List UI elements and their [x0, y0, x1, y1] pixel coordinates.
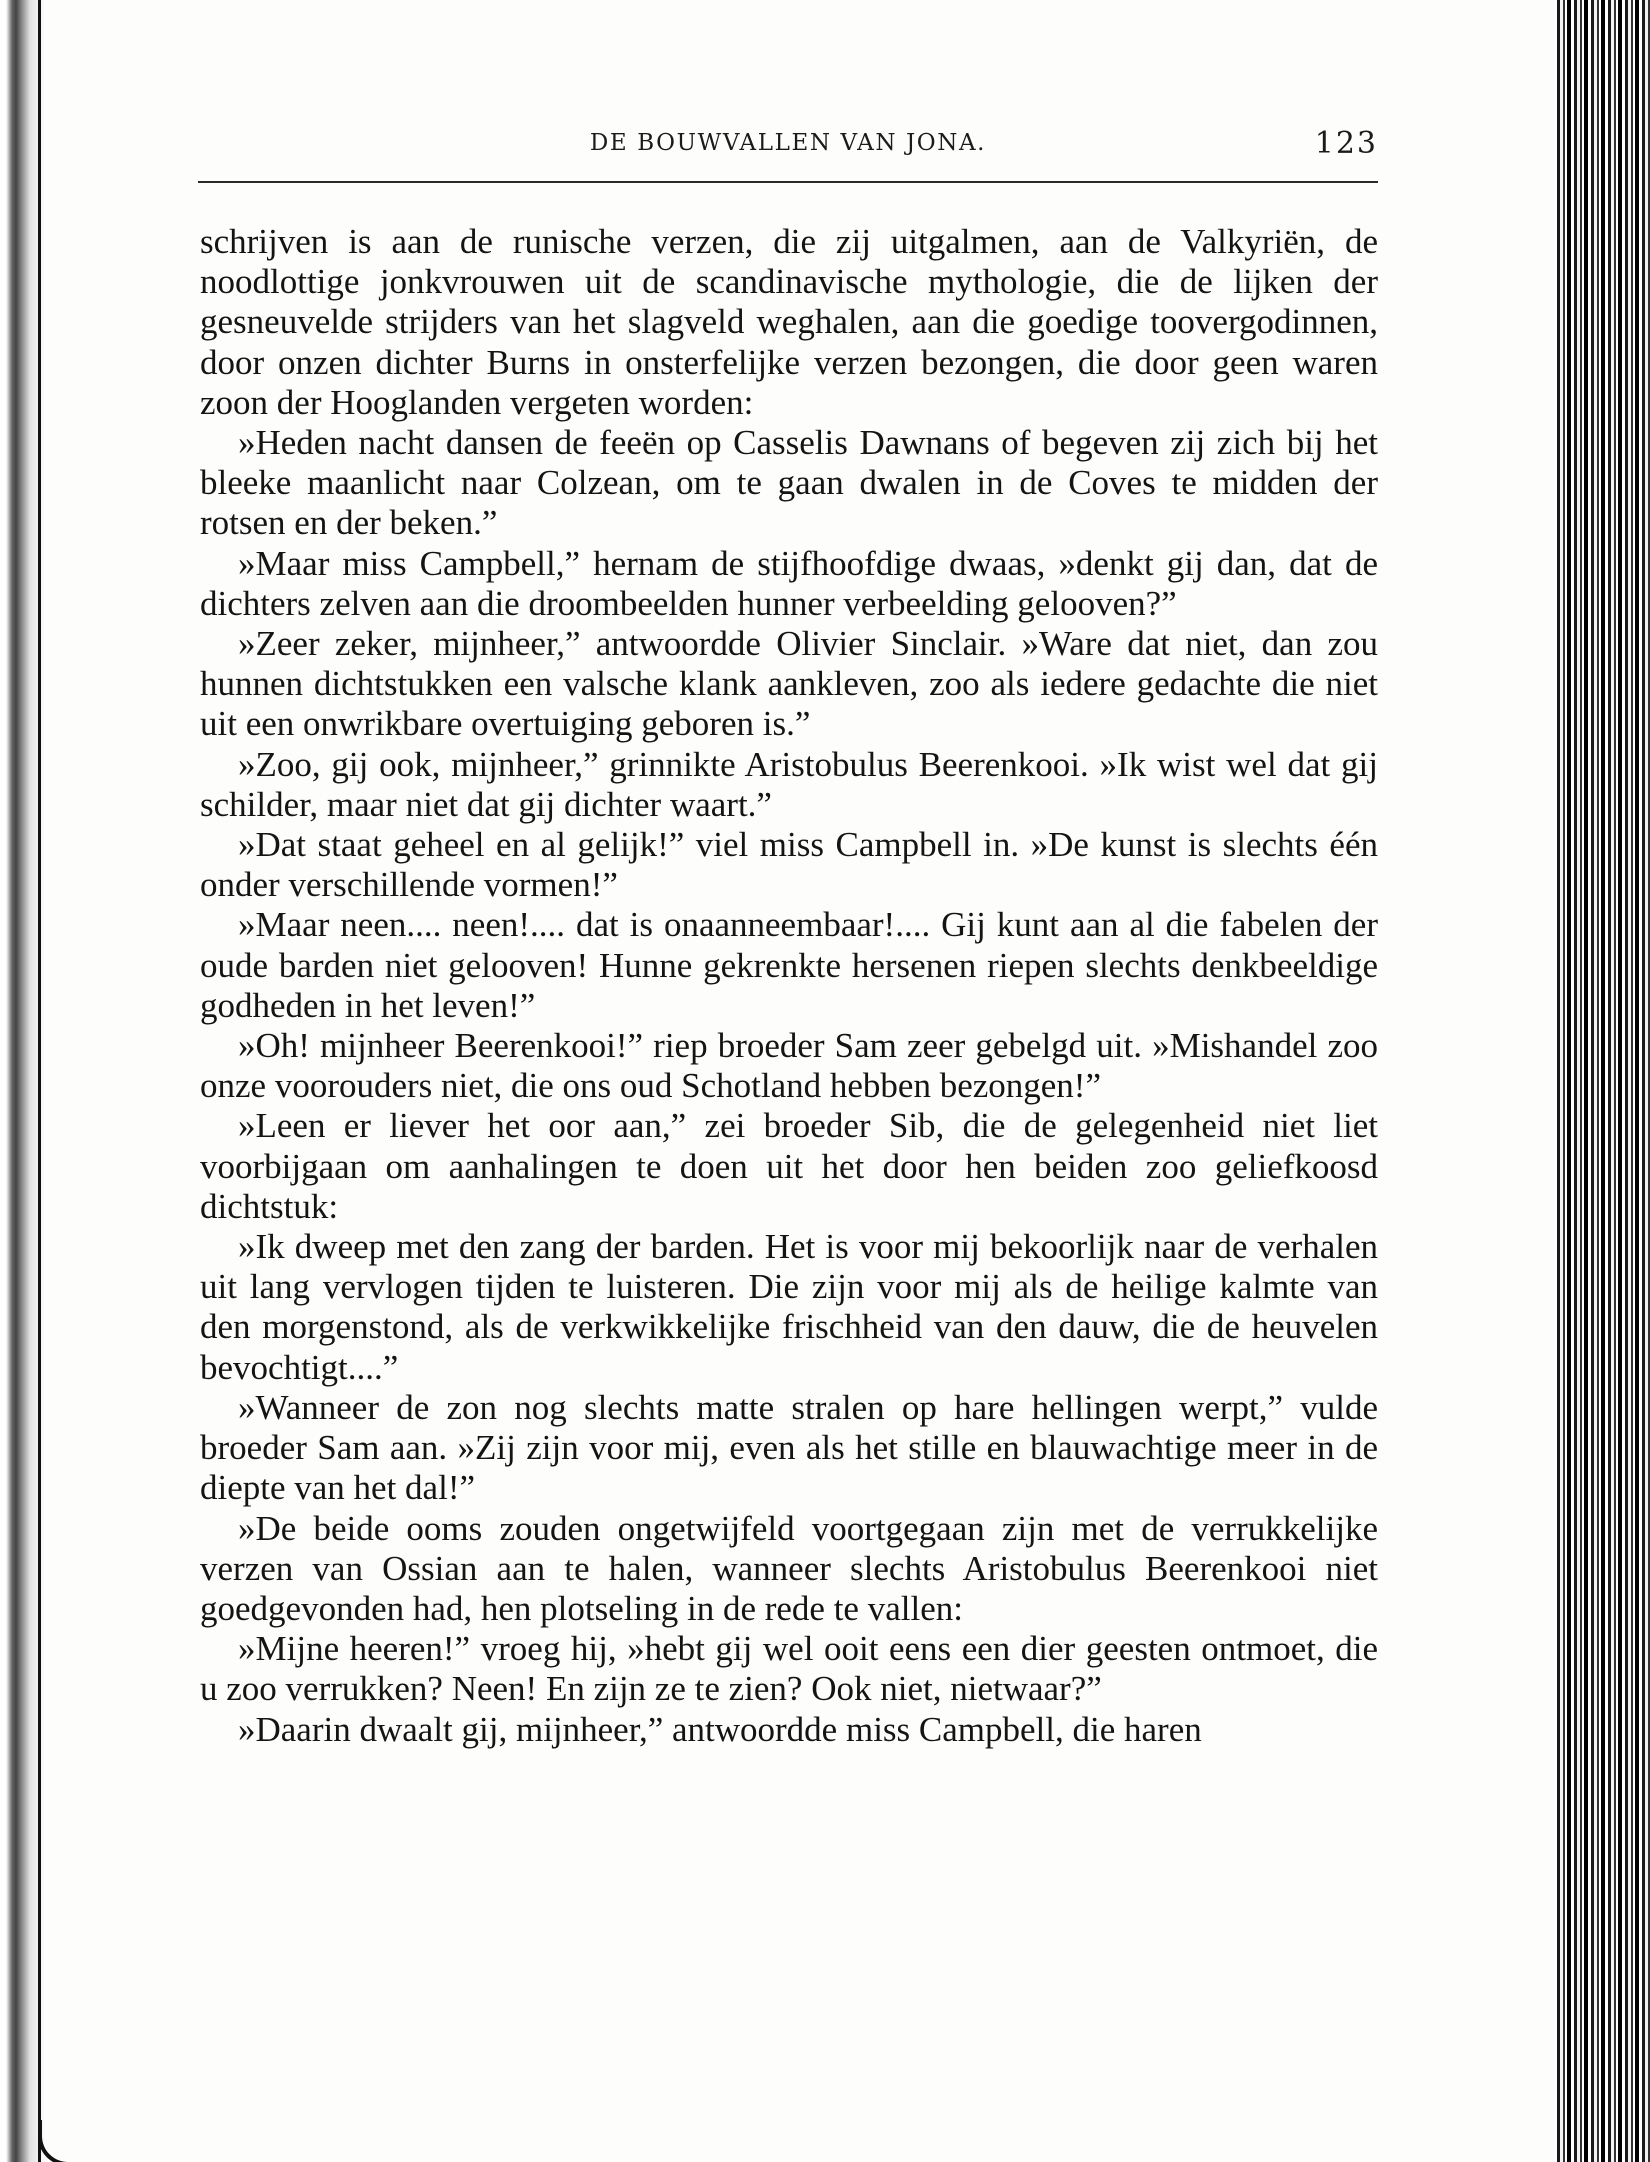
paragraph: schrijven is aan de runische verzen, die zij uitgalmen, aan de Valkyriën, de noodlottige jonkvrouwen uit de scandinavische mythologie, die de lijken der gesneuvelde strijders van het slagveld weghalen, aan die goedige toovergodinnen, door onzen dichter Burns in onsterfelijke verzen bezongen, die door geen waren zoon der Hooglanden vergeten worden:: [200, 222, 1378, 422]
paragraph: »Leen er liever het oor aan,” zei broeder Sib, die de gelegenheid niet liet voorbijgaan om aanhalingen te doen uit het door hen beiden zoo geliefkoosd dichtstuk:: [200, 1106, 1378, 1226]
binding-edge-curl: [38, 2120, 102, 2162]
paragraph: »Oh! mijnheer Beerenkooi!” riep broeder Sam zeer gebelgd uit. »Mishandel zoo onze voorouders niet, die ons oud Schotland hebben bezongen!”: [200, 1026, 1378, 1106]
page-header: [198, 120, 1378, 170]
paragraph: »Heden nacht dansen de feeën op Casselis Dawnans of begeven zij zich bij het bleeke maanlicht naar Colzean, om te gaan dwalen in de Coves te midden der rotsen en der beken.”: [200, 423, 1378, 543]
paragraph: »Ik dweep met den zang der barden. Het is voor mij bekoorlijk naar de verhalen uit lang vervlogen tijden te luisteren. Die zijn voor mij als de heilige kalmte van den morgenstond, als de verkwikkelijke frischheid van den dauw, die de heuvelen bevochtigt....”: [200, 1227, 1378, 1387]
paragraph: »Zeer zeker, mijnheer,” antwoordde Olivier Sinclair. »Ware dat niet, dan zou hunnen dichtstukken een valsche klank aankleven, zoo als iedere gedachte die niet uit een onwrikbare overtuiging geboren is.”: [200, 624, 1378, 744]
paragraph: »Maar neen.... neen!.... dat is onaanneembaar!.... Gij kunt aan al die fabelen der oude barden niet gelooven! Hunne gekrenkte hersenen riepen slechts denkbeeldige godheden in het leven!”: [200, 905, 1378, 1025]
page-number: 123: [1314, 126, 1378, 161]
header-rule: [198, 181, 1378, 183]
running-title: DE BOUWVALLEN VAN JONA.: [589, 130, 987, 156]
body-text: [200, 222, 1378, 1750]
paragraph: »Daarin dwaalt gij, mijnheer,” antwoordde miss Campbell, die haren: [238, 1709, 1202, 1749]
paragraph: »Zoo, gij ook, mijnheer,” grinnikte Aristobulus Beerenkooi. »Ik wist wel dat gij schilder, maar niet dat gij dichter waart.”: [200, 744, 1378, 824]
binding-edge-line: [38, 0, 41, 2162]
paragraph: »Wanneer de zon nog slechts matte stralen op hare hellingen werpt,” vulde broeder Sam aan. »Zij zijn voor mij, even als het stille en blauwachtige meer in de diepte van het dal!”: [200, 1387, 1378, 1508]
paragraph: »Dat staat geheel en al gelijk!” viel miss Campbell in. »De kunst is slechts één onder verschillende vormen!”: [200, 825, 1378, 905]
page-stack-edge: [1554, 0, 1650, 2162]
paragraph: »Mijne heeren!” vroeg hij, »hebt gij wel ooit eens een dier geesten ontmoet, die u zoo verrukken? Neen! En zijn ze te zien? Ook niet, nietwaar?”: [200, 1629, 1378, 1709]
paragraph: »De beide ooms zouden ongetwijfeld voortgegaan zijn met de verrukkelijke verzen van Ossian aan te halen, wanneer slechts Aristobulus Beerenkooi niet goedgevonden had, hen plotseling in de rede te vallen:: [200, 1508, 1378, 1628]
paragraph: »Maar miss Campbell,” hernam de stijfhoofdige dwaas, »denkt gij dan, dat de dichters zelven aan die droombeelden hunner verbeelding gelooven?”: [200, 543, 1378, 623]
